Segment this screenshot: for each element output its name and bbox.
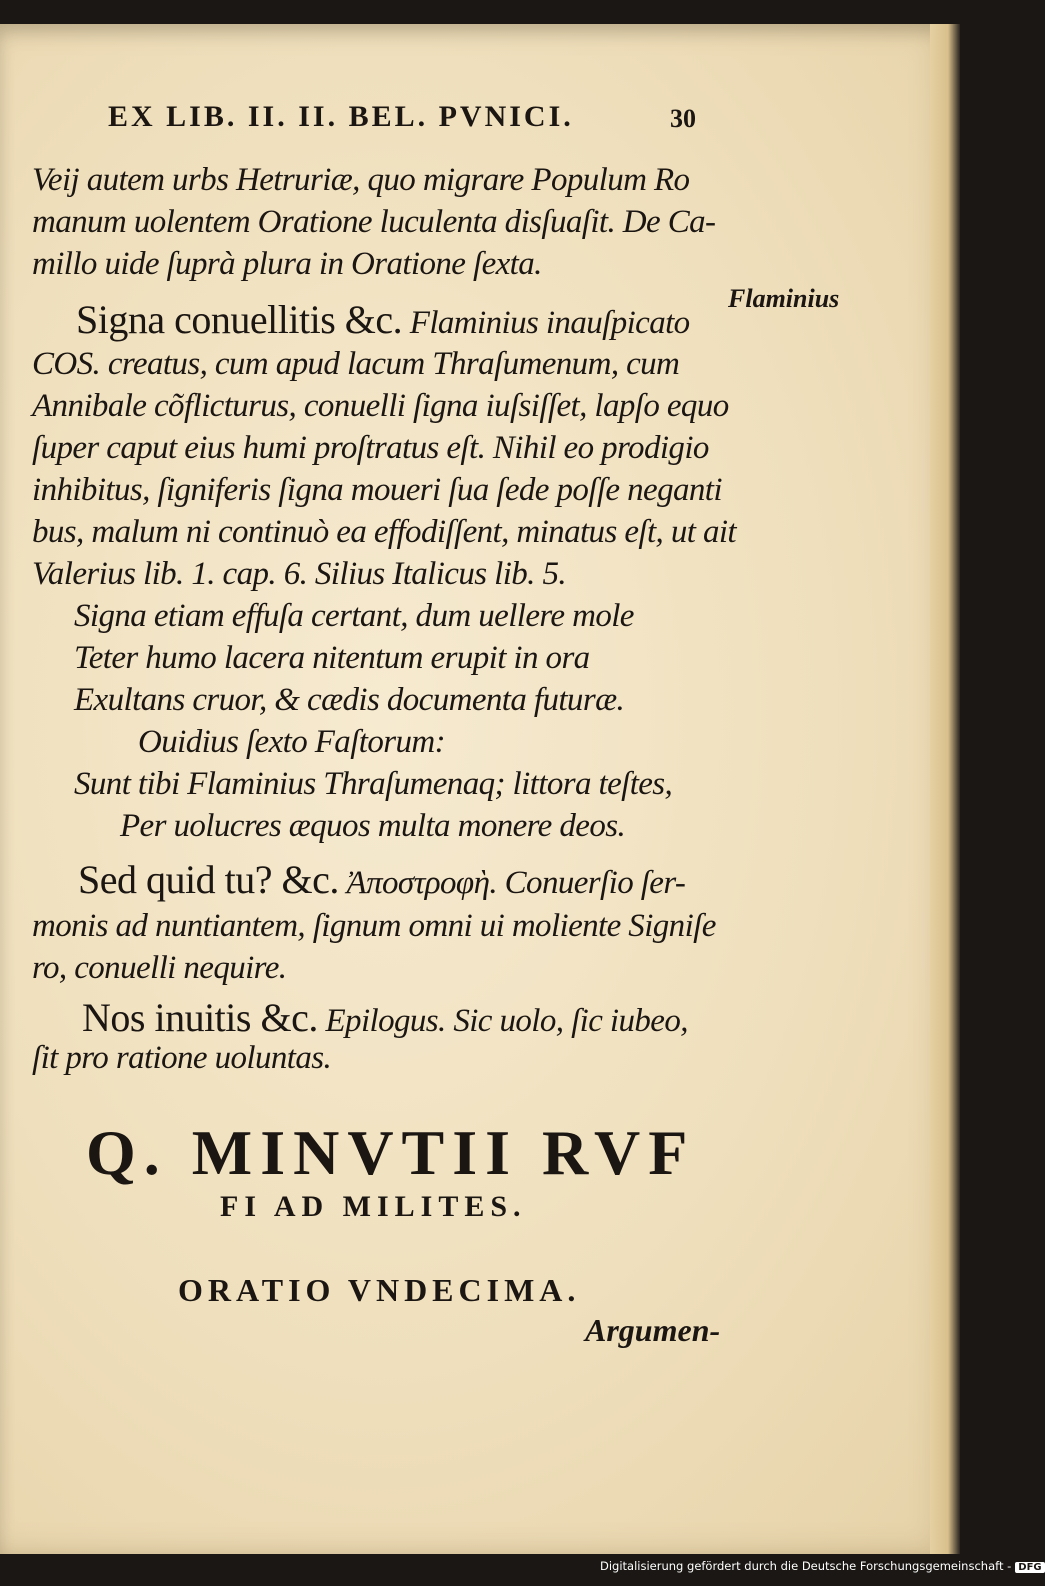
text-line: Valerius lib. 1. cap. 6. Silius Italicus lib. 5. xyxy=(32,556,567,592)
text-line: ſuper caput eius humi proſtratus eſt. Nihil eo prodigio xyxy=(32,430,709,466)
text-line: Signa conuellitis &c. Flaminius inauſpicato xyxy=(76,297,690,342)
verse-line: Teter humo lacera nitentum erupit in ora xyxy=(74,640,590,676)
verse-line: Per uolucres æquos multa monere deos. xyxy=(120,808,626,844)
lemma: Sed quid tu? &c. xyxy=(78,857,339,902)
dfg-logo-icon: DFG xyxy=(1015,1562,1044,1573)
verse-line: Sunt tibi Flaminius Thraſumenaq; littora teſtes, xyxy=(74,766,673,802)
folio-number: 30 xyxy=(670,104,696,133)
text-line: COS. creatus, cum apud lacum Thraſumenum, cum xyxy=(32,346,680,382)
text-line: monis ad nuntiantem, ſignum omni ui moliente Signiſe xyxy=(32,908,716,944)
page-edge xyxy=(930,24,960,1554)
text-line: inhibitus, ſigniferis ſigna moueri ſua ſede poſſe neganti xyxy=(32,472,722,508)
text-line: Annibale cõflicturus, conuelli ſigna iuſsiſſet, lapſo equo xyxy=(32,388,729,424)
verse-line: Signa etiam effuſa certant, dum uellere mole xyxy=(74,598,634,634)
oration-number: ORATIO VNDECIMA. xyxy=(178,1272,581,1308)
text-line: bus, malum ni continuò ea effodiſſent, minatus eſt, ut ait xyxy=(32,514,736,550)
margin-note: Flaminius xyxy=(728,284,840,313)
catchword: Argumen- xyxy=(585,1312,721,1348)
text-line: Veij autem urbs Hetruriæ, quo migrare Populum Ro xyxy=(32,162,690,198)
text-line: ſit pro ratione uoluntas. xyxy=(32,1040,332,1076)
footer-credit: Digitalisierung gefördert durch die Deutsche Forschungsgemeinschaft - DFG xyxy=(600,1559,1045,1573)
text-line: ro, conuelli nequire. xyxy=(32,950,287,986)
text-line: Sed quid tu? &c. Ἀποστροφὴ. Conuerſio ſer- xyxy=(78,857,686,902)
text-line: millo uide ſuprà plura in Oratione ſexta. xyxy=(32,246,542,282)
text-line: Nos inuitis &c. Epilogus. Sic uolo, ſic iubeo, xyxy=(82,995,688,1040)
lemma: Nos inuitis &c. xyxy=(82,995,318,1040)
lemma: Signa conuellitis &c. xyxy=(76,297,403,342)
verse-line: Exultans cruor, & cædis documenta futuræ. xyxy=(74,682,625,718)
verse-line: Ouidius ſexto Faſtorum: xyxy=(138,724,445,760)
oration-title: Q. MINVTII RVF xyxy=(86,1117,696,1188)
oration-subtitle: FI AD MILITES. xyxy=(220,1190,527,1223)
running-title: EX LIB. II. II. BEL. PVNICI. xyxy=(108,100,574,133)
text-line: manum uolentem Oratione luculenta disſuaſit. De Ca- xyxy=(32,204,716,240)
